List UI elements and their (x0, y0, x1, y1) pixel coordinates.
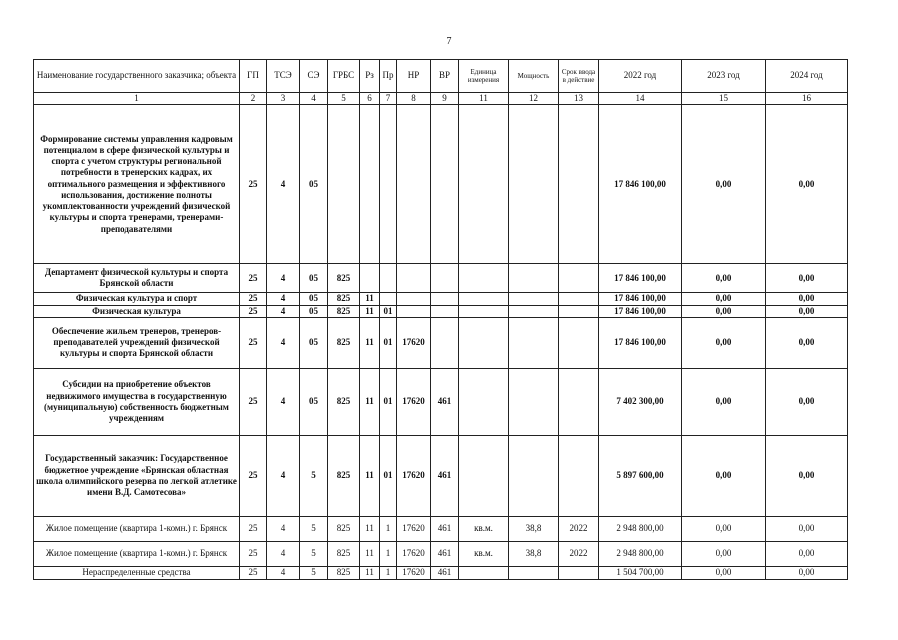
code-cell: 825 (328, 566, 360, 579)
index-cell: 7 (380, 93, 397, 105)
code-cell: 1 (380, 516, 397, 541)
row-name-cell: Жилое помещение (квартира 1-комн.) г. Брянск (34, 516, 240, 541)
index-cell: 2 (240, 93, 267, 105)
header-cell: ТСЭ (267, 60, 300, 93)
code-cell (380, 264, 397, 293)
code-cell (380, 105, 397, 264)
amount-cell: 2 948 800,00 (599, 541, 682, 566)
code-cell (459, 317, 509, 368)
code-cell (459, 293, 509, 305)
amount-cell: 0,00 (682, 435, 766, 516)
index-cell: 12 (509, 93, 559, 105)
header-cell: Мощность (509, 60, 559, 93)
code-cell: 05 (300, 317, 328, 368)
code-cell: 11 (360, 566, 380, 579)
code-cell: 825 (328, 541, 360, 566)
amount-cell: 17 846 100,00 (599, 317, 682, 368)
code-cell: 25 (240, 566, 267, 579)
header-cell: Наименование государственного заказчика; объекта (34, 60, 240, 93)
code-cell: кв.м. (459, 516, 509, 541)
code-cell (380, 293, 397, 305)
code-cell: 461 (431, 566, 459, 579)
code-cell: 5 (300, 566, 328, 579)
header-cell: 2024 год (766, 60, 848, 93)
index-cell: 16 (766, 93, 848, 105)
amount-cell: 17 846 100,00 (599, 264, 682, 293)
row-name-cell: Физическая культура (34, 305, 240, 317)
code-cell: 17620 (397, 435, 431, 516)
code-cell: 4 (267, 293, 300, 305)
code-cell (397, 293, 431, 305)
code-cell: 25 (240, 435, 267, 516)
code-cell: 1 (380, 566, 397, 579)
code-cell: 2022 (559, 541, 599, 566)
index-cell: 4 (300, 93, 328, 105)
code-cell: 4 (267, 435, 300, 516)
table-row (34, 293, 848, 305)
code-cell: 4 (267, 105, 300, 264)
code-cell (559, 305, 599, 317)
code-cell: 05 (300, 305, 328, 317)
amount-cell: 0,00 (766, 435, 848, 516)
code-cell (509, 293, 559, 305)
code-cell: 05 (300, 264, 328, 293)
code-cell: 25 (240, 105, 267, 264)
code-cell: 11 (360, 317, 380, 368)
code-cell (431, 305, 459, 317)
amount-cell: 17 846 100,00 (599, 105, 682, 264)
amount-cell: 0,00 (766, 516, 848, 541)
amount-cell: 17 846 100,00 (599, 293, 682, 305)
code-cell: 11 (360, 368, 380, 435)
code-cell: 01 (380, 368, 397, 435)
code-cell (559, 435, 599, 516)
code-cell: 825 (328, 435, 360, 516)
table-row (34, 105, 848, 264)
code-cell (459, 435, 509, 516)
row-name-cell: Обеспечение жильем тренеров, тренеров-преподавателей учреждений физической культуры и спорта Брянской области (34, 317, 240, 368)
code-cell (397, 305, 431, 317)
code-cell (559, 317, 599, 368)
row-name-cell: Формирование системы управления кадровым потенциалом в сфере физической культуры и спорта с учетом структуры региональной потребности в тренерских кадрах, их оптимального размещения и эффективного использования, достижение полноты укомплектованности учреждений физической культуры и спорта тренерами, тренерами-преподавателями (34, 105, 240, 264)
code-cell: 05 (300, 105, 328, 264)
index-cell: 6 (360, 93, 380, 105)
budget-table (33, 59, 848, 580)
code-cell (431, 317, 459, 368)
amount-cell: 0,00 (682, 566, 766, 579)
code-cell: 25 (240, 368, 267, 435)
amount-cell: 5 897 600,00 (599, 435, 682, 516)
code-cell: 25 (240, 541, 267, 566)
amount-cell: 7 402 300,00 (599, 368, 682, 435)
code-cell: 05 (300, 368, 328, 435)
code-cell: 11 (360, 541, 380, 566)
code-cell (360, 105, 380, 264)
code-cell: 05 (300, 293, 328, 305)
row-name-cell: Субсидии на приобретение объектов недвижимого имущества в государственную (муниципальную) собственность бюджетным учреждениям (34, 368, 240, 435)
code-cell (559, 264, 599, 293)
header-cell: ГП (240, 60, 267, 93)
index-cell: 14 (599, 93, 682, 105)
code-cell: 17620 (397, 566, 431, 579)
code-cell (509, 435, 559, 516)
code-cell: 25 (240, 293, 267, 305)
code-cell (431, 105, 459, 264)
row-name-cell: Жилое помещение (квартира 1-комн.) г. Брянск (34, 541, 240, 566)
code-cell: 825 (328, 264, 360, 293)
header-cell: 2022 год (599, 60, 682, 93)
row-name-cell: Государственный заказчик: Государственное бюджетное учреждение «Брянская областная школа олимпийского резерва по легкой атлетике имени В.Д. Самотесова» (34, 435, 240, 516)
amount-cell: 17 846 100,00 (599, 305, 682, 317)
code-cell (509, 566, 559, 579)
code-cell: 4 (267, 317, 300, 368)
header-cell: Срок ввода в действие (559, 60, 599, 93)
column-index-row (34, 93, 848, 105)
code-cell (559, 566, 599, 579)
table-row (34, 435, 848, 516)
code-cell: 5 (300, 516, 328, 541)
table-row (34, 566, 848, 579)
code-cell (559, 368, 599, 435)
code-cell: 4 (267, 566, 300, 579)
code-cell: 825 (328, 368, 360, 435)
amount-cell: 0,00 (766, 264, 848, 293)
code-cell: 4 (267, 305, 300, 317)
index-cell: 5 (328, 93, 360, 105)
code-cell (397, 105, 431, 264)
code-cell: 25 (240, 305, 267, 317)
code-cell (459, 305, 509, 317)
amount-cell: 0,00 (766, 566, 848, 579)
code-cell (509, 305, 559, 317)
code-cell: 25 (240, 516, 267, 541)
code-cell: 4 (267, 541, 300, 566)
header-cell: ВР (431, 60, 459, 93)
code-cell: 825 (328, 305, 360, 317)
code-cell: 825 (328, 293, 360, 305)
code-cell (459, 368, 509, 435)
header-cell: 2023 год (682, 60, 766, 93)
code-cell: 38,8 (509, 541, 559, 566)
amount-cell: 0,00 (682, 105, 766, 264)
index-cell: 11 (459, 93, 509, 105)
header-cell: НР (397, 60, 431, 93)
row-name-cell: Департамент физической культуры и спорта Брянской области (34, 264, 240, 293)
index-cell: 8 (397, 93, 431, 105)
code-cell: 461 (431, 541, 459, 566)
code-cell: 2022 (559, 516, 599, 541)
code-cell (397, 264, 431, 293)
code-cell: 461 (431, 516, 459, 541)
code-cell: 825 (328, 516, 360, 541)
code-cell: 825 (328, 317, 360, 368)
code-cell: 17620 (397, 516, 431, 541)
header-cell: Рз (360, 60, 380, 93)
code-cell: 5 (300, 541, 328, 566)
code-cell (360, 264, 380, 293)
amount-cell: 0,00 (682, 264, 766, 293)
header-cell: СЭ (300, 60, 328, 93)
table-row (34, 264, 848, 293)
code-cell: 11 (360, 516, 380, 541)
index-cell: 13 (559, 93, 599, 105)
code-cell (328, 105, 360, 264)
code-cell: 25 (240, 317, 267, 368)
code-cell (559, 105, 599, 264)
code-cell: 17620 (397, 317, 431, 368)
amount-cell: 0,00 (682, 293, 766, 305)
code-cell: 4 (267, 264, 300, 293)
code-cell (559, 293, 599, 305)
header-cell: Пр (380, 60, 397, 93)
row-name-cell: Нераспределенные средства (34, 566, 240, 579)
amount-cell: 0,00 (766, 305, 848, 317)
table-row (34, 541, 848, 566)
index-cell: 3 (267, 93, 300, 105)
code-cell: 17620 (397, 541, 431, 566)
code-cell: кв.м. (459, 541, 509, 566)
code-cell (509, 368, 559, 435)
header-cell: Единица измерения (459, 60, 509, 93)
amount-cell: 0,00 (682, 541, 766, 566)
amount-cell: 1 504 700,00 (599, 566, 682, 579)
page-number: 7 (446, 36, 452, 47)
amount-cell: 0,00 (766, 368, 848, 435)
code-cell: 4 (267, 368, 300, 435)
amount-cell: 2 948 800,00 (599, 516, 682, 541)
code-cell: 11 (360, 293, 380, 305)
code-cell: 17620 (397, 368, 431, 435)
code-cell: 4 (267, 516, 300, 541)
code-cell: 11 (360, 435, 380, 516)
code-cell (509, 105, 559, 264)
code-cell (431, 264, 459, 293)
code-cell: 01 (380, 435, 397, 516)
code-cell (459, 264, 509, 293)
code-cell: 25 (240, 264, 267, 293)
amount-cell: 0,00 (766, 541, 848, 566)
index-cell: 1 (34, 93, 240, 105)
header-cell: ГРБС (328, 60, 360, 93)
table-row (34, 305, 848, 317)
amount-cell: 0,00 (682, 368, 766, 435)
code-cell: 5 (300, 435, 328, 516)
code-cell: 01 (380, 305, 397, 317)
header-row (34, 60, 848, 93)
index-cell: 9 (431, 93, 459, 105)
code-cell: 461 (431, 435, 459, 516)
code-cell: 38,8 (509, 516, 559, 541)
index-cell: 15 (682, 93, 766, 105)
amount-cell: 0,00 (682, 317, 766, 368)
table-row (34, 317, 848, 368)
table-row (34, 368, 848, 435)
code-cell (509, 317, 559, 368)
amount-cell: 0,00 (766, 317, 848, 368)
code-cell: 461 (431, 368, 459, 435)
code-cell (459, 105, 509, 264)
code-cell: 1 (380, 541, 397, 566)
code-cell: 01 (380, 317, 397, 368)
amount-cell: 0,00 (682, 305, 766, 317)
amount-cell: 0,00 (766, 293, 848, 305)
code-cell (459, 566, 509, 579)
amount-cell: 0,00 (682, 516, 766, 541)
code-cell (431, 293, 459, 305)
table-row (34, 516, 848, 541)
amount-cell: 0,00 (766, 105, 848, 264)
row-name-cell: Физическая культура и спорт (34, 293, 240, 305)
code-cell: 11 (360, 305, 380, 317)
code-cell (509, 264, 559, 293)
